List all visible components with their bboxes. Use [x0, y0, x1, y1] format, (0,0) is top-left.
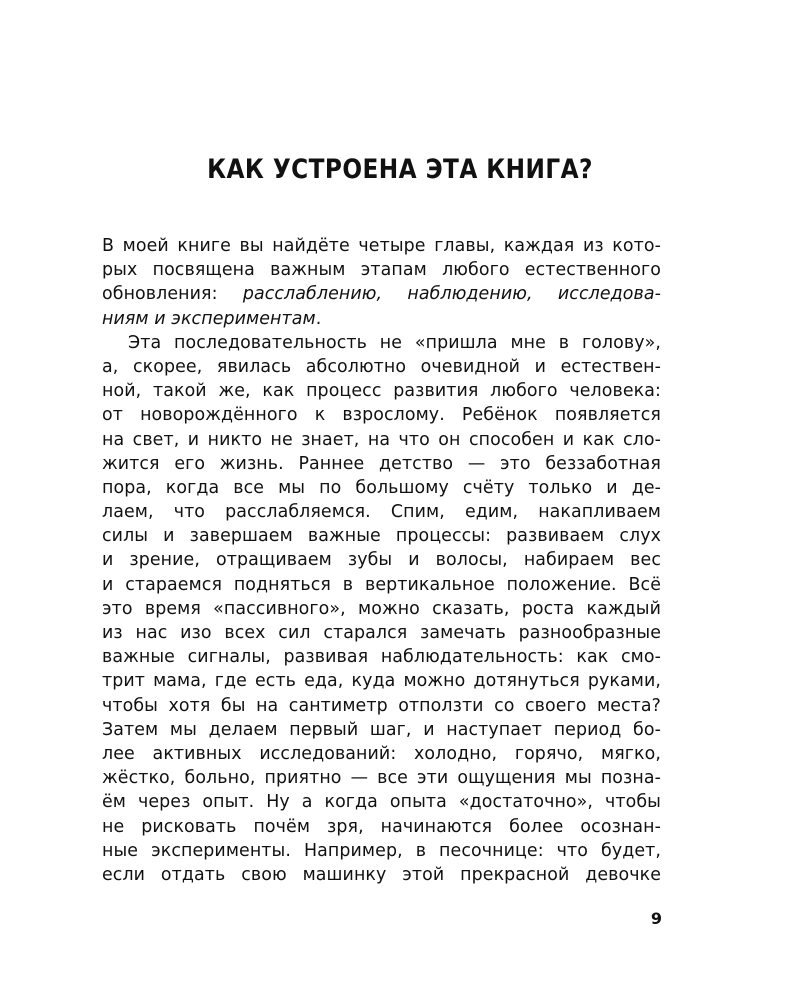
text-line: не рисковать почём зря, начинаются более осознан- — [102, 816, 661, 837]
text-line: лаем, что расслабляемся. Спим, едим, накапливаем — [102, 502, 661, 523]
italic-text: расслаблению, наблюдению, исследова- — [242, 284, 661, 305]
chapter-title: КАК УСТРОЕНА ЭТА КНИГА? — [207, 154, 593, 185]
text-line: важные сигналы, развивая наблюдательность: как смо- — [102, 647, 661, 668]
text-line: ём через опыт. Ну а когда опыта «достаточно», чтобы — [102, 792, 661, 813]
text-line: жёстко, больно, приятно — все эти ощущения мы позна- — [102, 768, 661, 789]
text-line: жится его жизнь. Раннее детство — это беззаботная — [102, 453, 661, 474]
text-line: лее активных исследований: холодно, горячо, мягко, — [102, 743, 661, 764]
text-line: пора, когда все мы по большому счёту только и де- — [102, 477, 661, 498]
text-line: В моей книге вы найдёте четыре главы, каждая из кото- — [102, 236, 661, 256]
text-line: Эта последовательность не «пришла мне в голову», — [128, 332, 661, 353]
body-text — [102, 234, 661, 887]
text-line — [102, 282, 661, 306]
text-line: силы и завершаем важные процессы: развиваем слух — [102, 526, 661, 547]
text-line: ной, такой же, как процесс развития любого человека: — [102, 381, 661, 402]
text-line: и стараемся подняться в вертикальное положение. Всё — [102, 574, 661, 595]
text-line: и зрение, отращиваем зубы и волосы, набираем вес — [102, 550, 661, 571]
text-line: если отдать свою машинку этой прекрасной девочке — [102, 864, 661, 885]
text-line: рых посвящена важным этапам любого естественного — [102, 260, 661, 281]
text-line: а, скорее, явилась абсолютно очевидной и естествен- — [102, 356, 661, 377]
text-line: чтобы хотя бы на сантиметр отползти со своего места? — [102, 695, 661, 716]
text-line: от новорождённого к взрослому. Ребёнок появляется — [102, 405, 661, 426]
text-line: ные эксперименты. Например, в песочнице: что будет, — [102, 840, 661, 861]
text-line: Затем мы делаем первый шаг, и наступает период бо- — [102, 719, 661, 740]
text-line: на свет, и никто не знает, на что он способен и как сло- — [102, 429, 661, 450]
text-line — [102, 307, 661, 331]
page-number: 9 — [650, 909, 662, 928]
text-line: это время «пассивного», можно сказать, роста каждый — [102, 598, 661, 619]
italic-text: ниям и экспериментам — [102, 308, 316, 329]
text-line: трит мама, где есть еда, куда можно дотянуться руками, — [102, 671, 661, 692]
text-segment: обновления: — [102, 284, 243, 305]
text-segment: . — [315, 308, 322, 329]
text-line: из нас изо всех сил старался замечать разнообразные — [102, 623, 661, 643]
